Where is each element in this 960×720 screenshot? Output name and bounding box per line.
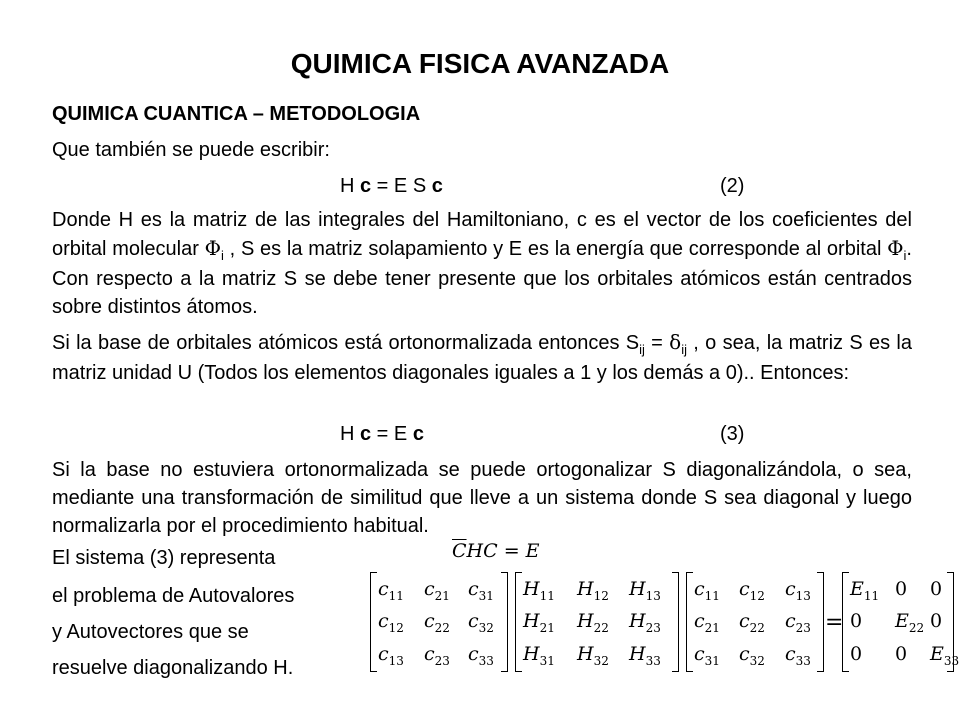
- eq3-h: H: [340, 423, 360, 445]
- matrix-eq-rest: HC = E: [466, 540, 540, 562]
- eq2-mid: = E S: [371, 175, 432, 197]
- bracket-left: [842, 572, 849, 672]
- matrix-h-cell-31: $H_{31}$: [523, 643, 555, 668]
- matrix-e-cell-33: $E_{33}$: [930, 643, 960, 668]
- bracket-right: [501, 572, 508, 672]
- s-subscript: ij: [639, 342, 645, 357]
- matrix-h-cell-11: $H_{11}$: [523, 578, 555, 603]
- p1-text-b: , S es la matriz solapamiento y E es la energía que corresponde al orbital: [223, 238, 888, 260]
- matrix-h-cell-22: $H_{22}$: [577, 610, 609, 635]
- section-subtitle: QUIMICA CUANTICA – METODOLOGIA: [52, 103, 421, 125]
- matrix-c-cell-22: $c_{22}$: [739, 610, 765, 635]
- matrix-ct-cell-11: $c_{11}$: [378, 578, 404, 603]
- paragraph-2: [52, 328, 912, 387]
- equation-2-number: (2): [720, 175, 745, 197]
- matrix-ct-cell-32: $c_{23}$: [424, 643, 450, 668]
- paragraph-1: [52, 206, 912, 321]
- matrix-ct-cell-33: $c_{33}$: [468, 643, 494, 668]
- eq2-c-right: c: [431, 175, 443, 197]
- equation-3-number: (3): [720, 423, 745, 445]
- matrix-h-cell-32: $H_{32}$: [577, 643, 609, 668]
- p2-text-a: Si la base de orbitales atómicos está ortonormalizada entonces S: [52, 332, 640, 354]
- matrix-h-cell-21: $H_{21}$: [523, 610, 555, 635]
- matrix-e-cell-13: 0: [930, 578, 943, 600]
- phi-subscript: i: [221, 248, 224, 263]
- matrix-equals: =: [825, 610, 844, 635]
- matrix-c-cell-21: $c_{21}$: [694, 610, 720, 635]
- bracket-right: [817, 572, 824, 672]
- matrix-ct-cell-12: $c_{21}$: [424, 578, 450, 603]
- eq3-c-right: c: [412, 423, 424, 445]
- matrix-e-cell-11: $E_{11}$: [850, 578, 880, 603]
- matrix-ct-cell-31: $c_{13}$: [378, 643, 404, 668]
- eq3-mid: = E: [371, 423, 413, 445]
- delta-subscript: ij: [681, 342, 687, 357]
- matrix-c-cell-32: $c_{32}$: [739, 643, 765, 668]
- matrix-c-cell-33: $c_{33}$: [785, 643, 811, 668]
- matrix-c-cell-31: $c_{31}$: [694, 643, 720, 668]
- paragraph-3: Si la base no estuviera ortonormalizada se puede ortogonalizar S diagonalizándola, o sea, mediante una transformación de similitud que lleve a un sistema donde S sea diagonal y luego normalizarla por el procedimiento habitual.: [52, 459, 912, 537]
- matrix-equation-label: [452, 540, 540, 562]
- left-line-4: resuelve diagonalizando H.: [52, 657, 294, 679]
- matrix-c-cell-23: $c_{23}$: [785, 610, 811, 635]
- bracket-left: [370, 572, 377, 672]
- matrix-ct-cell-22: $c_{22}$: [424, 610, 450, 635]
- bracket-left: [686, 572, 693, 672]
- delta-symbol: δ: [669, 330, 682, 354]
- phi-symbol-2: Φ: [887, 236, 904, 260]
- matrix-e-cell-31: 0: [850, 643, 863, 665]
- matrix-h-cell-33: $H_{33}$: [629, 643, 661, 668]
- eq2-h: H: [340, 175, 360, 197]
- matrix-e-cell-32: 0: [895, 643, 908, 665]
- matrix-c-cell-13: $c_{13}$: [785, 578, 811, 603]
- phi-symbol: Φ: [204, 236, 222, 260]
- bracket-right: [672, 572, 679, 672]
- intro-text: Que también se puede escribir:: [52, 139, 330, 161]
- p2-text-c: , o sea, la matriz S es la matriz unidad U (Todos los elementos diagonales iguales a 1 y los demás a 0).. Entonces:: [52, 332, 912, 384]
- c-bar: $\overline{C}$: [452, 540, 467, 562]
- matrix-ct-cell-21: $c_{12}$: [378, 610, 404, 635]
- matrix-e-cell-22: $E_{22}$: [895, 610, 925, 635]
- left-line-1: El sistema (3) representa: [52, 547, 276, 569]
- p1-text-a: Donde H es la matriz de las integrales del Hamiltoniano, c es el vector de los coeficientes del orbital molecular: [52, 209, 912, 260]
- bracket-left: [515, 572, 522, 672]
- page-title: QUIMICA FISICA AVANZADA: [290, 48, 670, 79]
- eq2-c-left: c: [360, 175, 372, 197]
- phi-subscript-2: i: [903, 248, 907, 263]
- p2-text-b: =: [644, 332, 670, 354]
- matrix-ct-cell-13: $c_{31}$: [468, 578, 494, 603]
- matrix-c-cell-12: $c_{12}$: [739, 578, 765, 603]
- matrix-h-cell-12: $H_{12}$: [577, 578, 609, 603]
- equation-3: [340, 423, 424, 446]
- eq3-c-left: c: [360, 423, 372, 445]
- matrix-ct-cell-23: $c_{32}$: [468, 610, 494, 635]
- matrix-e-cell-23: 0: [930, 610, 943, 632]
- matrix-h-cell-13: $H_{13}$: [629, 578, 661, 603]
- left-line-3: y Autovectores que se: [52, 621, 249, 643]
- p1-text-c: . Con respecto a la matriz S se debe tener presente que los orbitales atómicos están centrados sobre distintos átomos.: [52, 238, 912, 318]
- matrix-e-cell-12: 0: [895, 578, 908, 600]
- matrix-h-cell-23: $H_{23}$: [629, 610, 661, 635]
- equation-2: [340, 175, 443, 198]
- matrix-c-cell-11: $c_{11}$: [694, 578, 720, 603]
- matrix-e-cell-21: 0: [850, 610, 863, 632]
- left-line-2: el problema de Autovalores: [52, 585, 295, 607]
